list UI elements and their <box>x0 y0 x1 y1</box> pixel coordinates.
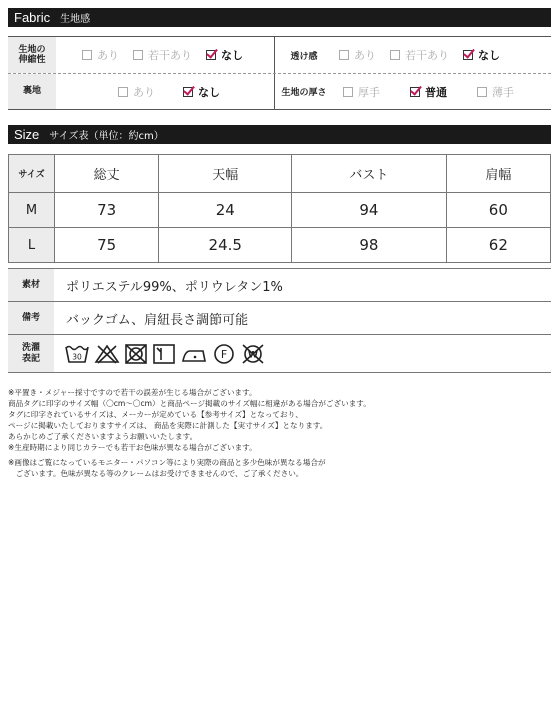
thickness-option-usude: 薄手 <box>477 84 514 100</box>
table-cell: 75 <box>55 228 159 263</box>
material-row <box>8 268 551 301</box>
table-cell: 24.5 <box>159 228 292 263</box>
size-table-header-row <box>9 155 551 193</box>
table-cell: 60 <box>446 193 550 228</box>
stretch-options <box>56 47 274 63</box>
notes-value: バックゴム、肩紐長さ調節可能 <box>66 312 249 328</box>
thickness-option-atsude: 厚手 <box>343 84 380 100</box>
svg-text:30: 30 <box>72 352 82 361</box>
lining-option-ari: あり <box>118 84 155 100</box>
fabric-row-2 <box>8 73 551 109</box>
size-header-en: Size <box>14 127 40 142</box>
notes-label: 備考 <box>8 302 54 334</box>
checkbox-icon <box>133 50 143 60</box>
footnote-line: 商品タグに印字のサイズ幅（〇cm〜〇cm）と商品ページ掲載のサイズ幅に相違がある場合がございます。 <box>8 399 371 408</box>
table-cell: 98 <box>292 228 447 263</box>
care-icons <box>54 343 266 365</box>
checked-checkbox-icon <box>463 50 473 60</box>
footnote-line: ページに掲載いたしておりますサイズは、 商品を実際に計測した【実寸サイズ】となります。 <box>8 421 328 430</box>
thickness-label: 生地の厚さ <box>281 88 327 98</box>
notes-row <box>8 301 551 334</box>
wash-30-icon <box>64 343 90 365</box>
dry-clean-f-icon <box>212 343 236 365</box>
footnote-line: ※画像はご覧になっているモニター・パソコン等により実際の商品と多少色味が異なる場合が <box>8 458 326 467</box>
checkbox-icon <box>82 50 92 60</box>
column-header: 総丈 <box>55 155 159 193</box>
material-value: ポリエステル99%、ポリウレタン1% <box>66 279 283 295</box>
sheer-option-nashi: なし <box>463 47 500 63</box>
size-label: L <box>9 228 55 263</box>
svg-text:F: F <box>220 347 228 361</box>
checkbox-icon <box>343 87 353 97</box>
no-wet-clean-icon <box>240 343 266 365</box>
thickness-option-futsu: 普通 <box>410 84 447 100</box>
sheer-option-ari: あり <box>339 47 376 63</box>
lining-options <box>56 84 274 100</box>
checkbox-icon <box>390 50 400 60</box>
table-cell: 73 <box>55 193 159 228</box>
material-label: 素材 <box>8 269 54 301</box>
care-label: 洗濯 表記 <box>8 335 54 372</box>
column-header: 天幅 <box>159 155 292 193</box>
table-row <box>9 228 551 263</box>
checkbox-icon <box>118 87 128 97</box>
drip-dry-icon <box>152 343 176 365</box>
care-row <box>8 334 551 372</box>
column-header: バスト <box>292 155 447 193</box>
fabric-header-jp: 生地感 <box>60 14 91 25</box>
stretch-label: 生地の 伸縮性 <box>8 37 56 73</box>
size-header <box>8 125 551 144</box>
info-table <box>8 268 551 373</box>
column-header: 肩幅 <box>446 155 550 193</box>
sheer-options <box>333 47 514 63</box>
size-label: M <box>9 193 55 228</box>
size-table <box>8 154 551 263</box>
fabric-table <box>8 36 551 110</box>
footnote-line: タグに印字されているサイズは、メーカーが定めている【参考サイズ】となっており、 <box>8 410 303 419</box>
size-corner-cell: サイズ <box>9 155 55 193</box>
stretch-option-nashi: なし <box>206 47 243 63</box>
fabric-header <box>8 8 551 27</box>
no-bleach-icon <box>94 343 120 365</box>
sheer-option-jakkan: 若干あり <box>390 47 449 63</box>
table-cell: 94 <box>292 193 447 228</box>
fabric-header-en: Fabric <box>14 10 51 25</box>
lining-option-nashi: なし <box>183 84 220 100</box>
table-cell: 24 <box>159 193 292 228</box>
footnote-line: ※平置き・メジャー採寸ですので若干の誤差が生じる場合がございます。 <box>8 388 257 397</box>
table-cell: 62 <box>446 228 550 263</box>
no-tumble-dry-icon <box>124 343 148 365</box>
footnote-line: ございます。色味が異なる等のクレームはお受けできませんので、ご了承ください。 <box>8 469 304 478</box>
lining-label: 裏地 <box>8 74 56 109</box>
stretch-option-jakkan: 若干あり <box>133 47 192 63</box>
checkbox-icon <box>477 87 487 97</box>
checkbox-icon <box>339 50 349 60</box>
checked-checkbox-icon <box>183 87 193 97</box>
footnote-line: あらかじめご了承くださいますようお願いいたします。 <box>8 432 198 441</box>
sheer-label: 透け感 <box>290 51 318 62</box>
checked-checkbox-icon <box>410 87 420 97</box>
footnote-line: ※生産時期により同じカラーでも若干お色味が異なる場合がございます。 <box>8 443 257 452</box>
checked-checkbox-icon <box>206 50 216 60</box>
fabric-row-1 <box>8 37 551 73</box>
stretch-option-ari: あり <box>82 47 119 63</box>
footnotes <box>8 387 551 479</box>
thickness-options <box>333 84 528 100</box>
iron-low-icon <box>180 343 208 365</box>
size-header-jp: サイズ表（単位：約cm） <box>49 131 164 142</box>
table-row <box>9 193 551 228</box>
svg-text:W: W <box>248 350 258 360</box>
